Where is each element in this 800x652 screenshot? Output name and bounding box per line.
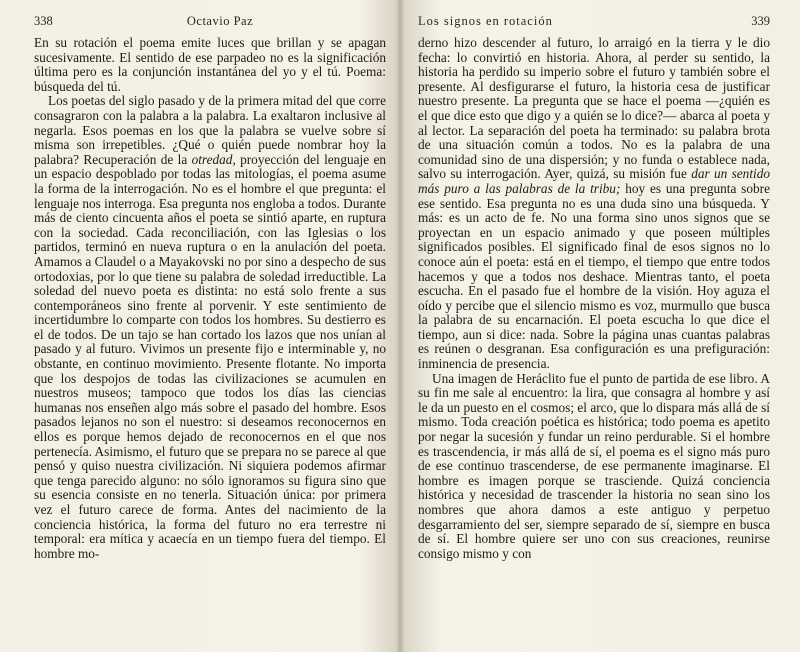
paragraph [34, 94, 386, 561]
running-head [418, 14, 770, 36]
text-run: proyección del lenguaje en un espacio despoblado por todas las mitologías, el poema asume la forma de la interrogación. No es el hombre el que pregunta: el lenguaje nos interroga. Esa pregunta nos engloba a todos. Durante más de ciento cincuenta años el poeta se sintió aparte, en ruptura con la sociedad. Cada reconciliación, con las Iglesias o los partidos, terminó en nueva ruptura o en la anulación del poeta. Amamos a Claudel o a Mayakovski no por sino a despecho de sus ortodoxias, por lo que tiene su palabra de soledad irreductible. La soledad del nuevo poeta es distinta: no está solo frente a sus contemporáneos sino frente al porvenir. Y este sentimiento de incertidumbre lo comparte con todos los hombres. Su destierro es el de todos. De un tajo se han cortado los lazos que nos unían al pasado y al futuro. Vivimos un presente fijo e interminable y, no obstante, en continuo movimiento. Presente flotante. No importa que los despojos de todas las civilizaciones se acumulen en nuestros museos; tampoco que todos los días las ciencias humanas nos enseñen algo más sobre el pasado del hombre. Esos pasados lejanos no son el nuestro: si deseamos reconocernos en ellos es porque hemos dejado de reconocernos en el que nos pertenecía. Asimismo, el futuro que se prepara no se parece al que pensó y quiso nuestra civilización. Ni siquiera podemos afirmar que tenga parecido alguno: no sólo ignoramos su figura sino que su esencia consiste en no tenerla. Situación única: por primera vez el futuro carece de forma. Antes del nacimiento de la conciencia histórica, la forma del futuro no era terrestre ni temporal: era mítica y acaecía en un tiempo fuera del tiempo. El hombre mo- [34, 151, 386, 561]
italic-text: otredad, [191, 151, 236, 167]
running-head-title: Los signos en rotación [418, 14, 553, 28]
text-run: derno hizo descender al futuro, lo arraigó en la tierra y le dio fecha: lo convirtió en historia. Ahora, al perder su sentido, la historia ha perdido su imperio sobre el futuro y también sobre el presente. Al desfigurarse el futuro, la historia cesa de justificar nuestro presente. La pregunta que se hace el poema —¿quién es el que dice esto que digo y a quién se lo dice?— abarca al poeta y al lector. La separación del poeta ha terminado: su palabra brota de una situación común a todos. No es la palabra de una comunidad sino de una dispersión; y no funda o establece nada, salvo su interrogación. Ayer, quizá, su misión fue [418, 35, 770, 182]
running-head [34, 14, 386, 36]
body-text [34, 36, 386, 561]
paragraph [34, 36, 386, 94]
text-run: Una imagen de Heráclito fue el punto de partida de ese libro. A su fin me sale al encuentro: la lira, que consagra al hombre y así le da un puesto en el cosmos; el arco, que lo dispara más allá de sí mismo. Toda creación poética es histórica; todo poema es apetito por negar la sucesión y fundar un reino perdurable. Si el hombre es trascendencia, ir más allá de sí, el poema es el signo más puro de ese continuo trascenderse, de ese permanente imaginarse. El hombre es imagen porque se trasciende. Quizá conciencia histórica y necesidad de trascender la historia no sean sino los nombres que ahora damos a este antiguo y perpetuo desgarramiento del ser, siempre separado de sí, siempre en busca de sí. El hombre quiere ser uno con sus creaciones, reunirse consigo mismo y con [418, 370, 770, 561]
text-run: En su rotación el poema emite luces que brillan y se apagan sucesivamente. El sentido de ese parpadeo no es la significación última pero es la conjunción instantánea del yo y el tú. Poema: búsqueda del tú. [34, 35, 386, 94]
italic-text: dar un sentido más puro a las palabras de la tribu; [418, 166, 770, 196]
page-number: 339 [751, 14, 770, 28]
right-page [400, 0, 800, 652]
running-head-title: Octavio Paz [186, 14, 254, 28]
paragraph [418, 36, 770, 372]
text-run: Los poetas del siglo pasado y de la primera mitad del que corre consagraron con la palabra a la palabra. La exaltaron inclusive al negarla. Esos poemas en los que la palabra se vuelve sobre sí misma son irrepetibles. ¿Qué o quién puede nombrar hoy la palabra? Recuperación de la [34, 93, 386, 167]
page-number: 338 [34, 14, 53, 28]
text-run: hoy es una pregunta sobre ese sentido. Esa pregunta no es una duda sino una búsqueda. Y más: es un acto de fe. No una forma sino unos signos que se proyectan en un espacio animado y que poseen múltiples significados posibles. El significado final de esos signos no lo conoce aún el poeta: está en el tiempo, el tiempo que entre todos hacemos y que a todos nos deshace. Mientras tanto, el poeta escucha. En el pasado fue el hombre de la visión. Hoy aguza el oído y percibe que el silencio mismo es voz, murmullo que busca la palabra de su encarnación. El poeta escucha lo que dice el tiempo, aun si dice: nada. Sobre la página unas cuantas palabras es reúnen o desgranan. Esa configuración es una prefiguración: inminencia de presencia. [418, 180, 770, 372]
body-text [418, 36, 770, 561]
paragraph [418, 372, 770, 562]
